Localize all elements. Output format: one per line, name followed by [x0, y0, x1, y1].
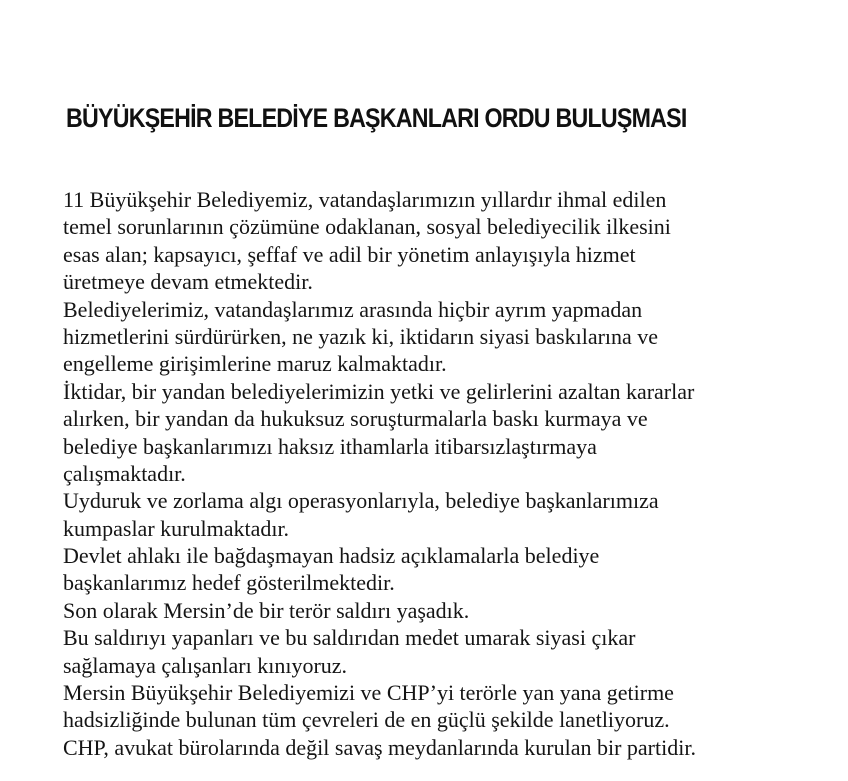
- body-line: hadsizliğinde bulunan tüm çevreleri de en güçlü şekilde lanetliyoruz.: [63, 707, 670, 733]
- body-line: Devlet ahlakı ile bağdaşmayan hadsiz açıklamalarla belediye: [63, 543, 600, 569]
- body-line: Mersin Büyükşehir Belediyemizi ve CHP’yi terörle yan yana getirme: [63, 680, 674, 706]
- body-line: İktidar, bir yandan belediyelerimizin yetki ve gelirlerini azaltan kararlar: [63, 378, 695, 404]
- statement-body: [63, 186, 833, 761]
- body-line: Belediyelerimiz, vatandaşlarımız arasında hiçbir ayrım yapmadan: [63, 296, 643, 322]
- body-line: başkanlarımız hedef gösterilmektedir.: [63, 570, 395, 596]
- body-line: Bu saldırıyı yapanları ve bu saldırıdan medet umarak siyasi çıkar: [63, 625, 636, 651]
- body-line: çalışmaktadır.: [63, 460, 186, 486]
- body-line: temel sorunlarının çözümüne odaklanan, sosyal belediyecilik ilkesini: [63, 214, 671, 240]
- body-line: belediye başkanlarımızı haksız ithamlarla itibarsızlaştırmaya: [63, 433, 597, 459]
- body-line: esas alan; kapsayıcı, şeffaf ve adil bir yönetim anlayışıyla hizmet: [63, 241, 636, 267]
- body-line: alırken, bir yandan da hukuksuz soruşturmalarla baskı kurmaya ve: [63, 406, 648, 432]
- body-line: Son olarak Mersin’de bir terör saldırı yaşadık.: [63, 597, 470, 623]
- page-title: BÜYÜKŞEHİR BELEDİYE BAŞKANLARI ORDU BULUŞMASI: [66, 103, 687, 133]
- body-line: CHP, avukat bürolarında değil savaş meydanlarında kurulan bir partidir.: [63, 734, 696, 760]
- body-line: üretmeye devam etmektedir.: [63, 269, 313, 295]
- body-line: engelleme girişimlerine maruz kalmaktadır.: [63, 351, 447, 377]
- body-line: sağlamaya çalışanları kınıyoruz.: [63, 652, 348, 678]
- body-line: 11 Büyükşehir Belediyemiz, vatandaşlarımızın yıllardır ihmal edilen: [63, 187, 667, 212]
- body-line: hizmetlerini sürdürürken, ne yazık ki, iktidarın siyasi baskılarına ve: [63, 323, 659, 349]
- body-line: kumpaslar kurulmaktadır.: [63, 515, 290, 541]
- body-line: Uyduruk ve zorlama algı operasyonlarıyla, belediye başkanlarımıza: [63, 488, 659, 514]
